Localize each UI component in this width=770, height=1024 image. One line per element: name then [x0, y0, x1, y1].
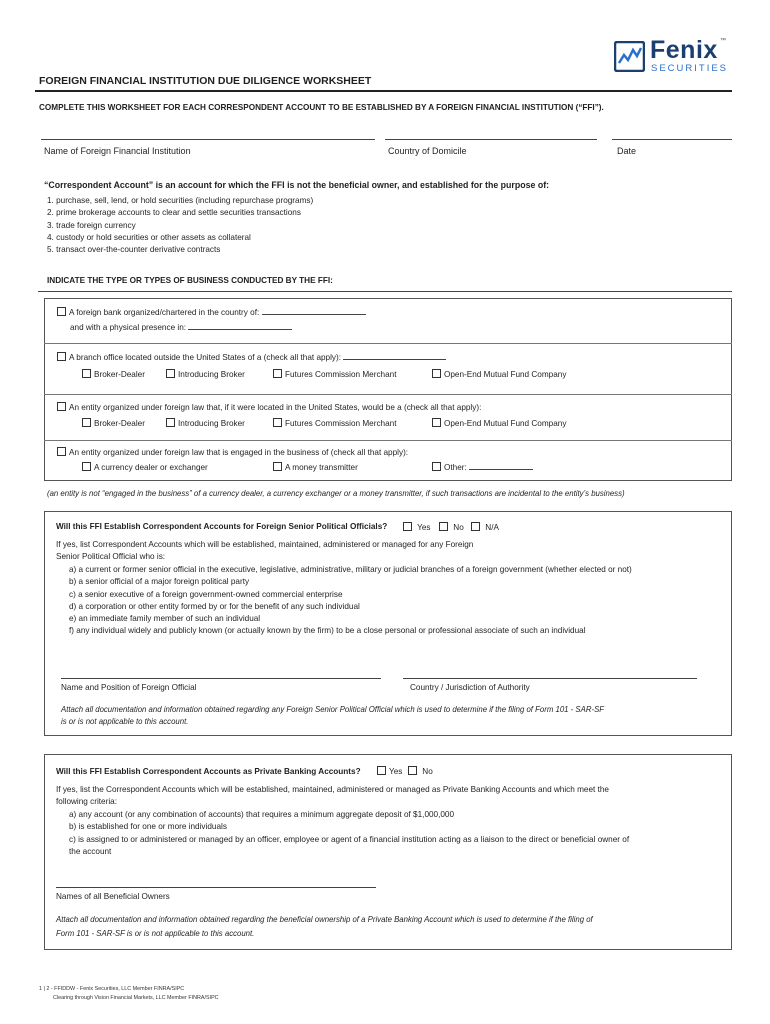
- checkbox-label: Open-End Mutual Fund Company: [444, 370, 567, 379]
- purpose-list: [47, 195, 313, 256]
- definition-text: “Correspondent Account” is an account for which the FFI is not the beneficial owner, and established for the purpose of:: [44, 180, 550, 190]
- list-item: 2. prime brokerage accounts to clear and settle securities transactions: [47, 208, 301, 218]
- official-name-label: Name and Position of Foreign Official: [61, 683, 197, 692]
- checkbox-label: Futures Commission Merchant: [285, 370, 397, 379]
- checkbox[interactable]: [166, 369, 175, 378]
- entity-sub-intro[interactable]: [166, 418, 245, 430]
- checkbox-label: Open-End Mutual Fund Company: [444, 419, 567, 428]
- text-line: Attach all documentation and information obtained regarding the beneficial ownership of a Private Banking Account which is used to determine if the filing of: [56, 915, 593, 924]
- branch-sub-fund[interactable]: [432, 369, 566, 381]
- private-question: [56, 767, 361, 776]
- text-line: Attach all documentation and information obtained regarding any Foreign Senior Political Official which is used to determine if the filing of Form 101 - SAR-SF: [61, 705, 605, 714]
- private-ifyes: [56, 784, 609, 809]
- list-item: 1. purchase, sell, lend, or hold securities (including repurchase programs): [47, 196, 314, 205]
- checkbox[interactable]: [82, 418, 91, 427]
- jurisdiction-label: Country / Jurisdiction of Authority: [410, 683, 530, 692]
- business-heading: INDICATE THE TYPE OR TYPES OF BUSINESS CONDUCTED BY THE FFI:: [47, 276, 333, 285]
- company-logo: [614, 36, 734, 75]
- business-divider: [44, 343, 732, 344]
- footer: [39, 985, 219, 1003]
- foreign-bank-label: A foreign bank organized/chartered in the country of:: [69, 308, 260, 317]
- option-branch-office[interactable]: [57, 352, 446, 364]
- checkbox-label: Other:: [444, 463, 467, 472]
- political-yes[interactable]: [403, 522, 431, 534]
- list-item: b) a senior official of a major foreign political party: [69, 577, 250, 587]
- private-question-text: Will this FFI Establish Correspondent Accounts as Private Banking Accounts?: [56, 767, 361, 776]
- date-label: Date: [617, 146, 637, 156]
- entity-sub-futures[interactable]: [273, 418, 396, 430]
- beneficial-owners-label: Names of all Beneficial Owners: [56, 892, 170, 901]
- physical-presence-fill-line[interactable]: [188, 329, 292, 330]
- official-name-line[interactable]: [61, 678, 381, 679]
- checkbox[interactable]: [82, 369, 91, 378]
- checkbox[interactable]: [166, 418, 175, 427]
- list-item: 3. trade foreign currency: [47, 220, 136, 230]
- checkbox-label: Futures Commission Merchant: [285, 419, 397, 428]
- branch-office-fill-line[interactable]: [343, 359, 446, 360]
- country-label: Country of Domicile: [388, 146, 467, 156]
- option-foreign-bank[interactable]: [57, 307, 366, 319]
- branch-office-checkbox[interactable]: [57, 352, 66, 361]
- list-item: b) is established for one or more individuals: [69, 822, 227, 832]
- list-item: c) is assigned to or administered or managed by an officer, employee or agent of a financial institution acting as a liaison to the direct or beneficial owner of: [69, 834, 630, 844]
- business-divider: [44, 440, 732, 441]
- political-ifyes: [56, 539, 473, 564]
- checkbox-label: A currency dealer or exchanger: [94, 463, 208, 472]
- country-line: [385, 139, 597, 140]
- entity-sub-broker[interactable]: [82, 418, 145, 430]
- ffi-name-label: Name of Foreign Financial Institution: [44, 146, 191, 156]
- other-fill-line[interactable]: [469, 469, 533, 470]
- text-line: is or is not applicable to this account.: [61, 717, 189, 727]
- checkbox[interactable]: [403, 522, 412, 531]
- business-divider: [44, 394, 732, 395]
- checkbox[interactable]: [432, 418, 441, 427]
- checkbox-label: No: [422, 767, 433, 776]
- country-fill-line[interactable]: [262, 314, 366, 315]
- footer-line: 1 | 2 - FFIDDW - Fenix Securities, LLC Member FINRA/SIPC: [39, 986, 185, 992]
- list-item: e) an immediate family member of such an individual: [69, 614, 261, 624]
- private-yes[interactable]: [377, 766, 402, 778]
- checkbox[interactable]: [432, 369, 441, 378]
- checkbox[interactable]: [273, 462, 282, 471]
- list-item: 4. custody or hold securities or other assets as collateral: [47, 232, 251, 242]
- business-note: (an entity is not “engaged in the business” of a currency dealer, a currency exchanger or a money transmitter, if such transactions are incidental to the entity’s business): [47, 489, 625, 498]
- checkbox-label: Yes: [417, 523, 431, 532]
- political-question: [56, 522, 387, 531]
- entity-sub-fund[interactable]: [432, 418, 566, 430]
- checkbox[interactable]: [408, 766, 417, 775]
- physical-presence-row: [70, 322, 292, 334]
- currency-dealer-option[interactable]: [82, 462, 208, 474]
- text-line: following criteria:: [56, 797, 117, 807]
- list-item: d) a corporation or other entity formed by or for the benefit of any such individual: [69, 601, 360, 611]
- engaged-business-label: An entity organized under foreign law that is engaged in the business of (check all that apply):: [69, 448, 409, 457]
- fenix-logo-icon: [614, 41, 645, 72]
- branch-office-label: A branch office located outside the United States of a (check all that apply):: [69, 353, 342, 362]
- page-title: FOREIGN FINANCIAL INSTITUTION DUE DILIGENCE WORKSHEET: [39, 75, 372, 87]
- political-attach-note: [61, 704, 604, 729]
- checkbox-label: Introducing Broker: [178, 370, 245, 379]
- business-heading-rule: [38, 291, 732, 292]
- list-item: c) a senior executive of a foreign government-owned commercial enterprise: [69, 589, 343, 599]
- branch-sub-intro[interactable]: [166, 369, 245, 381]
- list-item: f) any individual widely and publicly known (or actually known by the firm) to be a close personal or professional associate of such an individual: [69, 626, 586, 636]
- other-option[interactable]: [432, 462, 533, 474]
- option-foreign-entity[interactable]: [57, 402, 481, 414]
- text-line: Form 101 - SAR-SF is or is not applicable to this account.: [56, 929, 255, 938]
- text-line: If yes, list the Correspondent Accounts which will be established, maintained, administered or managed as Private Banking Accounts and which meet the: [56, 785, 609, 794]
- political-criteria-list: [69, 564, 632, 638]
- political-no[interactable]: [439, 522, 464, 534]
- ffi-name-line: [41, 139, 375, 140]
- checkbox[interactable]: [471, 522, 480, 531]
- private-no[interactable]: [408, 766, 433, 778]
- list-item: a) a current or former senior official in the executive, legislative, administrative, military or judicial branches of a foreign government (whether elected or not): [69, 565, 632, 574]
- footer-line: Clearing through Vision Financial Markets, LLC Member FINRA/SIPC: [53, 995, 219, 1001]
- title-rule: [35, 90, 732, 92]
- foreign-entity-label: An entity organized under foreign law that, if it were located in the United States, would be a (check all that apply):: [69, 403, 482, 412]
- text-line: Senior Political Official who is:: [56, 552, 166, 562]
- foreign-entity-checkbox[interactable]: [57, 402, 66, 411]
- checkbox-label: A money transmitter: [285, 463, 358, 472]
- list-item: a) any account (or any combination of accounts) that requires a minimum aggregate deposit of $1,000,000: [69, 810, 455, 819]
- logo-brand: Fenix: [650, 36, 718, 64]
- checkbox[interactable]: [273, 418, 282, 427]
- checkbox[interactable]: [439, 522, 448, 531]
- political-question-text: Will this FFI Establish Correspondent Accounts for Foreign Senior Political Officials?: [56, 522, 388, 531]
- option-engaged-business[interactable]: [57, 447, 408, 459]
- foreign-bank-checkbox[interactable]: [57, 307, 66, 316]
- jurisdiction-line[interactable]: [403, 678, 697, 679]
- private-criteria-list: [69, 809, 629, 858]
- private-attach-note: [56, 913, 593, 941]
- checkbox[interactable]: [82, 462, 91, 471]
- logo-tm: ™: [720, 38, 726, 44]
- beneficial-owners-line[interactable]: [56, 887, 376, 888]
- checkbox-label: Broker-Dealer: [94, 419, 145, 428]
- checkbox-label: N/A: [485, 523, 499, 532]
- physical-presence-label: and with a physical presence in:: [70, 323, 187, 332]
- money-transmitter-option[interactable]: [273, 462, 358, 474]
- date-line: [612, 139, 732, 140]
- list-item: 5. transact over-the-counter derivative contracts: [47, 245, 221, 255]
- checkbox-label: Yes: [389, 767, 403, 776]
- political-na[interactable]: [471, 522, 499, 534]
- checkbox[interactable]: [273, 369, 282, 378]
- text-line: If yes, list Correspondent Accounts which will be established, maintained, administered or managed for any Foreign: [56, 540, 474, 549]
- checkbox[interactable]: [377, 766, 386, 775]
- checkbox-label: No: [453, 523, 464, 532]
- engaged-business-checkbox[interactable]: [57, 447, 66, 456]
- instruction-text: COMPLETE THIS WORKSHEET FOR EACH CORRESPONDENT ACCOUNT TO BE ESTABLISHED BY A FOREIGN FINANCIAL INSTITUTION (“FFI”).: [39, 103, 604, 112]
- checkbox[interactable]: [432, 462, 441, 471]
- branch-sub-broker[interactable]: [82, 369, 145, 381]
- checkbox-label: Introducing Broker: [178, 419, 245, 428]
- list-item: the account: [69, 846, 112, 856]
- checkbox-label: Broker-Dealer: [94, 370, 145, 379]
- branch-sub-futures[interactable]: [273, 369, 396, 381]
- logo-sub: SECURITIES: [651, 63, 729, 74]
